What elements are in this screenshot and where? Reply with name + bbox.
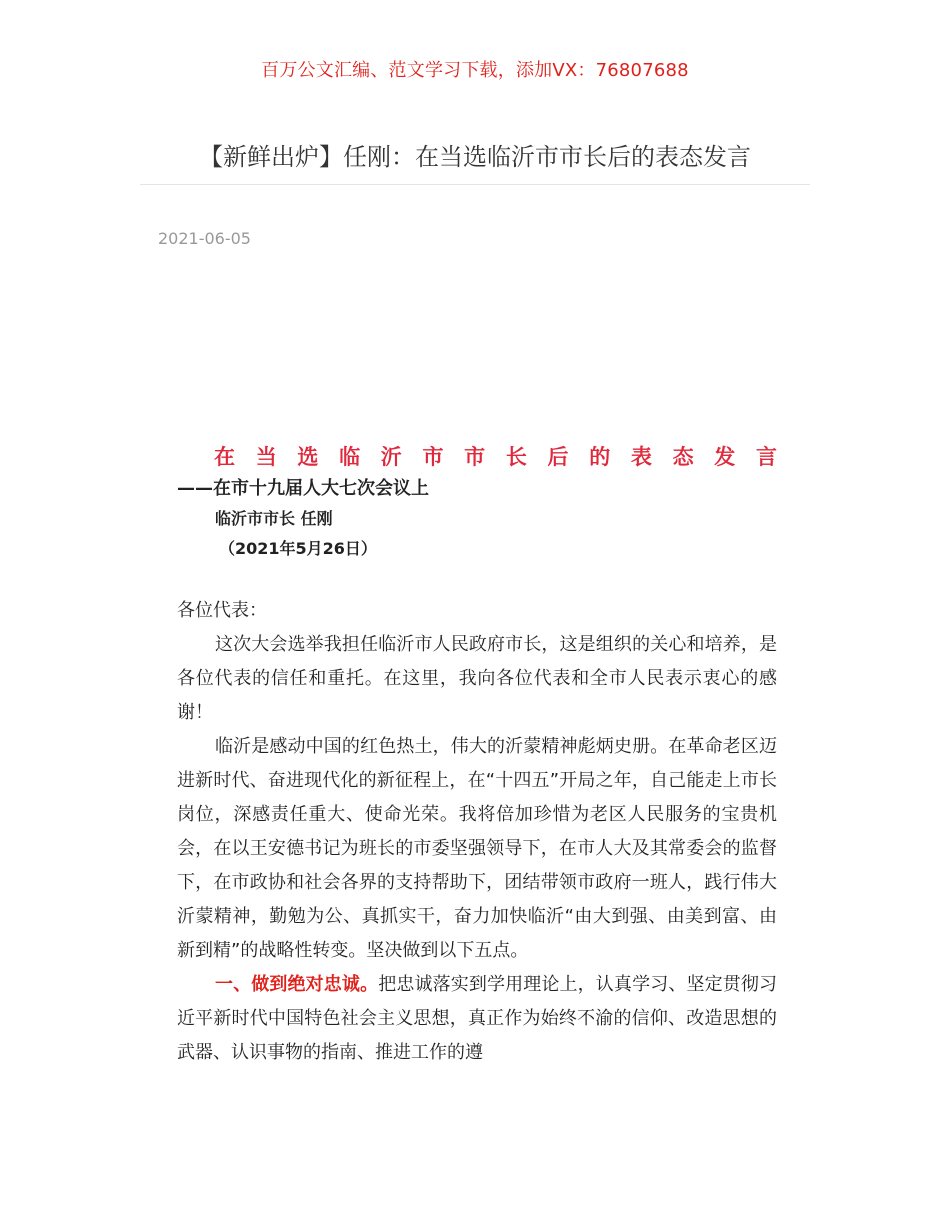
title-divider [140, 184, 810, 185]
paragraph-point-1 [177, 968, 777, 1070]
speech-subtitle: ——在市十九届人大七次会议上 [177, 478, 429, 499]
point-1-text: 把忠诚落实到学用理论上，认真学习、坚定贯彻习近平新时代中国特色社会主义思想，真正作为始终不渝的信仰、改造思想的武器、认识事物的指南、推进工作的遵 [177, 974, 778, 1063]
paragraph: 临沂是感动中国的红色热土，伟大的沂蒙精神彪炳史册。在革命老区迈进新时代、奋进现代化的新征程上，在“十四五”开局之年，自己能走上市长岗位，深感责任重大、使命光荣。我将倍加珍惜为老区人民服务的宝贵机会，在以王安德书记为班长的市委坚强领导下，在市人大及其常委会的监督下，在市政协和社会各界的支持帮助下，团结带领市政府一班人，践行伟大沂蒙精神，勤勉为公、真抓实干，奋力加快临沂“由大到强、由美到富、由新到精”的战略性转变。坚决做到以下五点。 [177, 736, 777, 961]
speech-date: （2021年5月26日） [219, 539, 377, 558]
page-title: 【新鲜出炉】任刚：在当选临沂市市长后的表态发言 [199, 143, 751, 171]
article-body [177, 440, 777, 1070]
speech-author: 临沂市市长 任刚 [215, 509, 333, 528]
promo-banner: 百万公文汇编、范文学习下载，添加VX：76807688 [261, 60, 689, 81]
point-1-heading: 一、做到绝对忠诚。 [215, 974, 379, 995]
paragraph: 这次大会选举我担任临沂市人民政府市长，这是组织的关心和培养，是各位代表的信任和重托。在这里，我向各位代表和全市人民表示衷心的感谢！ [177, 634, 777, 723]
salutation: 各位代表： [177, 600, 267, 621]
speech-title: 在当选临沂市市长后的表态发言 [214, 445, 777, 469]
publish-date: 2021-06-05 [158, 229, 251, 248]
